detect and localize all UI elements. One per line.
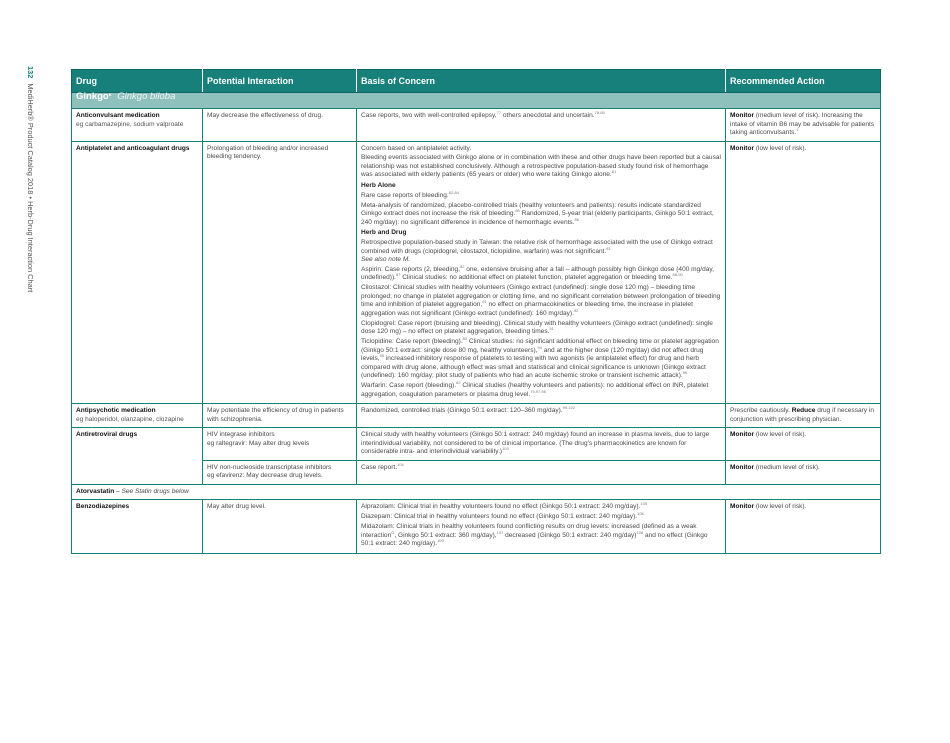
basis-cell: Randomized, controlled trials (Ginkgo 50:1 extract: 120–360 mg/day).$^{99-102}$ bbox=[357, 404, 726, 428]
herb-sup: K bbox=[108, 92, 112, 97]
interaction-cell: Prolongation of bleeding and/or increased bleeding tendency. bbox=[203, 141, 357, 404]
interaction-table-wrapper bbox=[71, 69, 880, 554]
interaction-cell: HIV integrase inhibitors eg raltegravir: May alter drug levels bbox=[203, 428, 357, 461]
basis-cell: Case reports, two with well-controlled epilepsy,$^{77}$ others anecdotal and uncertain.$^{78-80}$ bbox=[357, 109, 726, 142]
cross-reference-note: – See Statin drugs below bbox=[114, 487, 189, 495]
drug-examples: eg haloperidol, olanzapine, clozapine bbox=[76, 415, 184, 423]
header-interaction: Potential Interaction bbox=[203, 70, 357, 93]
running-title: MediHerb® Product Catalog 2018 • Herb-Drug Interaction Chart bbox=[26, 83, 35, 293]
action-cell: Monitor (low level of risk). bbox=[726, 141, 881, 404]
drug-name: Antipsychotic medication bbox=[76, 407, 156, 415]
drug-cell bbox=[72, 500, 203, 554]
header-action: Recommended Action bbox=[726, 70, 881, 93]
header-drug: Drug bbox=[72, 70, 203, 93]
basis-cell: Alprazolam: Clinical trial in healthy volunteers found no effect (Ginkgo 50:1 extract: 240 mg/day).$^{105}$ Diazepam: Clinical trial in healthy volunteers found no effect (Ginkgo 50:1 extract: 240 mg/day).$^{106}$ Midazolam: Clinical trials in healthy volunteers found conflicting results on drug levels: increased (defined as a weak interaction$^G$, Ginkgo 50:1 extract: 360 mg/day),$^{107}$ decreased (Ginkgo 50:1 extract: 240 mg/day)$^{108}$ and no effect (Ginkgo 50:1 extract: 240 mg/day).$^{109}$ bbox=[357, 500, 726, 554]
drug-cell bbox=[72, 404, 203, 428]
drug-name: Atorvastatin bbox=[76, 487, 115, 495]
basis-cell: Concern based on antiplatelet activity. Bleeding events associated with Ginkgo alone or in combination with these and other drugs have been reported but a causal relationship was not established conclusively. Although a retrospective population-based study found risk of hemorrhage was associated with elderly patients (65 years or older) who were taking Ginkgo alone.$^{81}$ Herb Alone Rare case reports of bleeding.$^{82-84}$ Meta-analysis of randomized, placebo-controlled trials (healthy volunteers and patients): results indicate standardized Ginkgo extract does not increase the risk of bleeding.$^{85}$ Randomized, 5-year trial (elderly participants, Ginkgo 50:1 extract, 240 mg/day): no significant difference in incidence of hemorrhagic events.$^{86}$ Herb and Drug Retrospective population-based study in Taiwan: the relative risk of hemorrhage associated with the use of Ginkgo extract combined with drugs (clopidogrel, cilostazol, ticlopidine, warfarin) was not significant.$^{81}$ See also note M. Aspirin: Case reports (2, bleeding,$^{82}$ one, extensive bruising after a fall – although possibly high Ginkgo dose (400 mg/day, undefined)).$^{87}$ Clinical studies: no additional effect on platelet function, platelet aggregation or bleeding time.$^{88-90}$ Cilostazol: Clinical studies with healthy volunteers (Ginkgo extract (undefined): single dose 120 mg) – bleeding time prolonged; no change in platelet aggregation or clotting time, and no significant correlation between prolongation of bleeding time and inhibition of platelet aggregation,$^{91}$ no effect on pharmacokinetics or bleeding time, the increase in platelet aggregation was not significant (Ginkgo extract (undefined): 160 mg/day).$^{92}$ Clopidogrel: Case report (bruising and bleeding). Clinical study with healthy volunteers (Ginkgo extract (undefined): single dose 120 mg) – no effect on platelet aggregation, bleeding times.$^{91}$ Ticlopidine: Case report (bleeding).$^{83}$ Clinical studies: no significant additional effect on bleeding time or platelet aggregation (Ginkgo 50:1 extract: single dose 80 mg, healthy volunteers),$^{94}$ and at the higher dose (120 mg/day) did not affect drug levels,$^{95}$ increased inhibitory response of platelets to testing with two agonists (ie antiplatelet effect) for drug and herb compared with drug alone, although effect was small and statistical and clinical significance is unknown (Ginkgo extract (undefined): 160 mg/day; pilot study of patients who had an acute ischemic stroke or transient ischemic attack).$^{96}$ Warfarin: Case report (bleeding).$^{82}$ Clinical studies (healthy volunteers and patients): no additional effect on INR, platelet aggregation, coagulation parameters or plasma drug level.$^{75,97,98}$ bbox=[357, 141, 726, 404]
interaction-cell: May decrease the effectiveness of drug. bbox=[203, 109, 357, 142]
action-cell: Monitor (medium level of risk). Increasing the intake of vitamin B6 may be advisable for patients taking anticonvulsants.$^1$ bbox=[726, 109, 881, 142]
table-row bbox=[72, 109, 881, 142]
interaction-cell: May potentiate the efficiency of drug in patients with schizophrenia. bbox=[203, 404, 357, 428]
drug-name: Benzodiazepines bbox=[76, 503, 130, 511]
drug-cell bbox=[72, 109, 203, 142]
drug-name: Antiretroviral drugs bbox=[76, 431, 138, 439]
drug-cell bbox=[72, 428, 203, 485]
action-cell: Monitor (medium level of risk). bbox=[726, 460, 881, 484]
interaction-cell: HIV non-nucleoside transcriptase inhibitors eg efavirenz: May decrease drug levels. bbox=[203, 460, 357, 484]
drug-cell bbox=[72, 141, 203, 404]
basis-cell: Clinical study with healthy volunteers (Ginkgo 50:1 extract: 240 mg/day) found an increase in plasma levels, due to large interindividual variability, not considered to be of clinical importance. (The drug's pharmacokinetics are known for considerable intra- and interindividual variability.)$^{103}$ bbox=[357, 428, 726, 461]
drug-examples: eg carbamazepine, sodium valproate bbox=[76, 120, 184, 128]
interaction-table bbox=[71, 69, 881, 554]
action-cell: Prescribe cautiously. Reduce drug if necessary in conjunction with prescribing physician. bbox=[726, 404, 881, 428]
table-row bbox=[72, 484, 881, 500]
basis-cell: Case report.$^{104}$ bbox=[357, 460, 726, 484]
herb-row bbox=[72, 93, 881, 109]
cross-reference-cell bbox=[72, 484, 881, 500]
action-cell: Monitor (low level of risk). bbox=[726, 500, 881, 554]
table-row bbox=[72, 500, 881, 554]
herb-name: Ginkgo bbox=[76, 91, 109, 102]
herb-title bbox=[72, 93, 881, 109]
table-row bbox=[72, 141, 881, 404]
table-row bbox=[72, 428, 881, 461]
herb-latin: Ginkgo biloba bbox=[117, 91, 176, 102]
header-basis: Basis of Concern bbox=[357, 70, 726, 93]
running-header bbox=[26, 66, 35, 292]
interaction-cell: May alter drug level. bbox=[203, 500, 357, 554]
header-row bbox=[72, 70, 881, 93]
action-cell: Monitor (low level of risk). bbox=[726, 428, 881, 461]
page-number: 132 bbox=[26, 66, 35, 79]
sidebar bbox=[20, 66, 36, 326]
table-row bbox=[72, 404, 881, 428]
drug-name: Antiplatelet and anticoagulant drugs bbox=[76, 144, 190, 152]
drug-name: Anticonvulsant medication bbox=[76, 112, 160, 119]
